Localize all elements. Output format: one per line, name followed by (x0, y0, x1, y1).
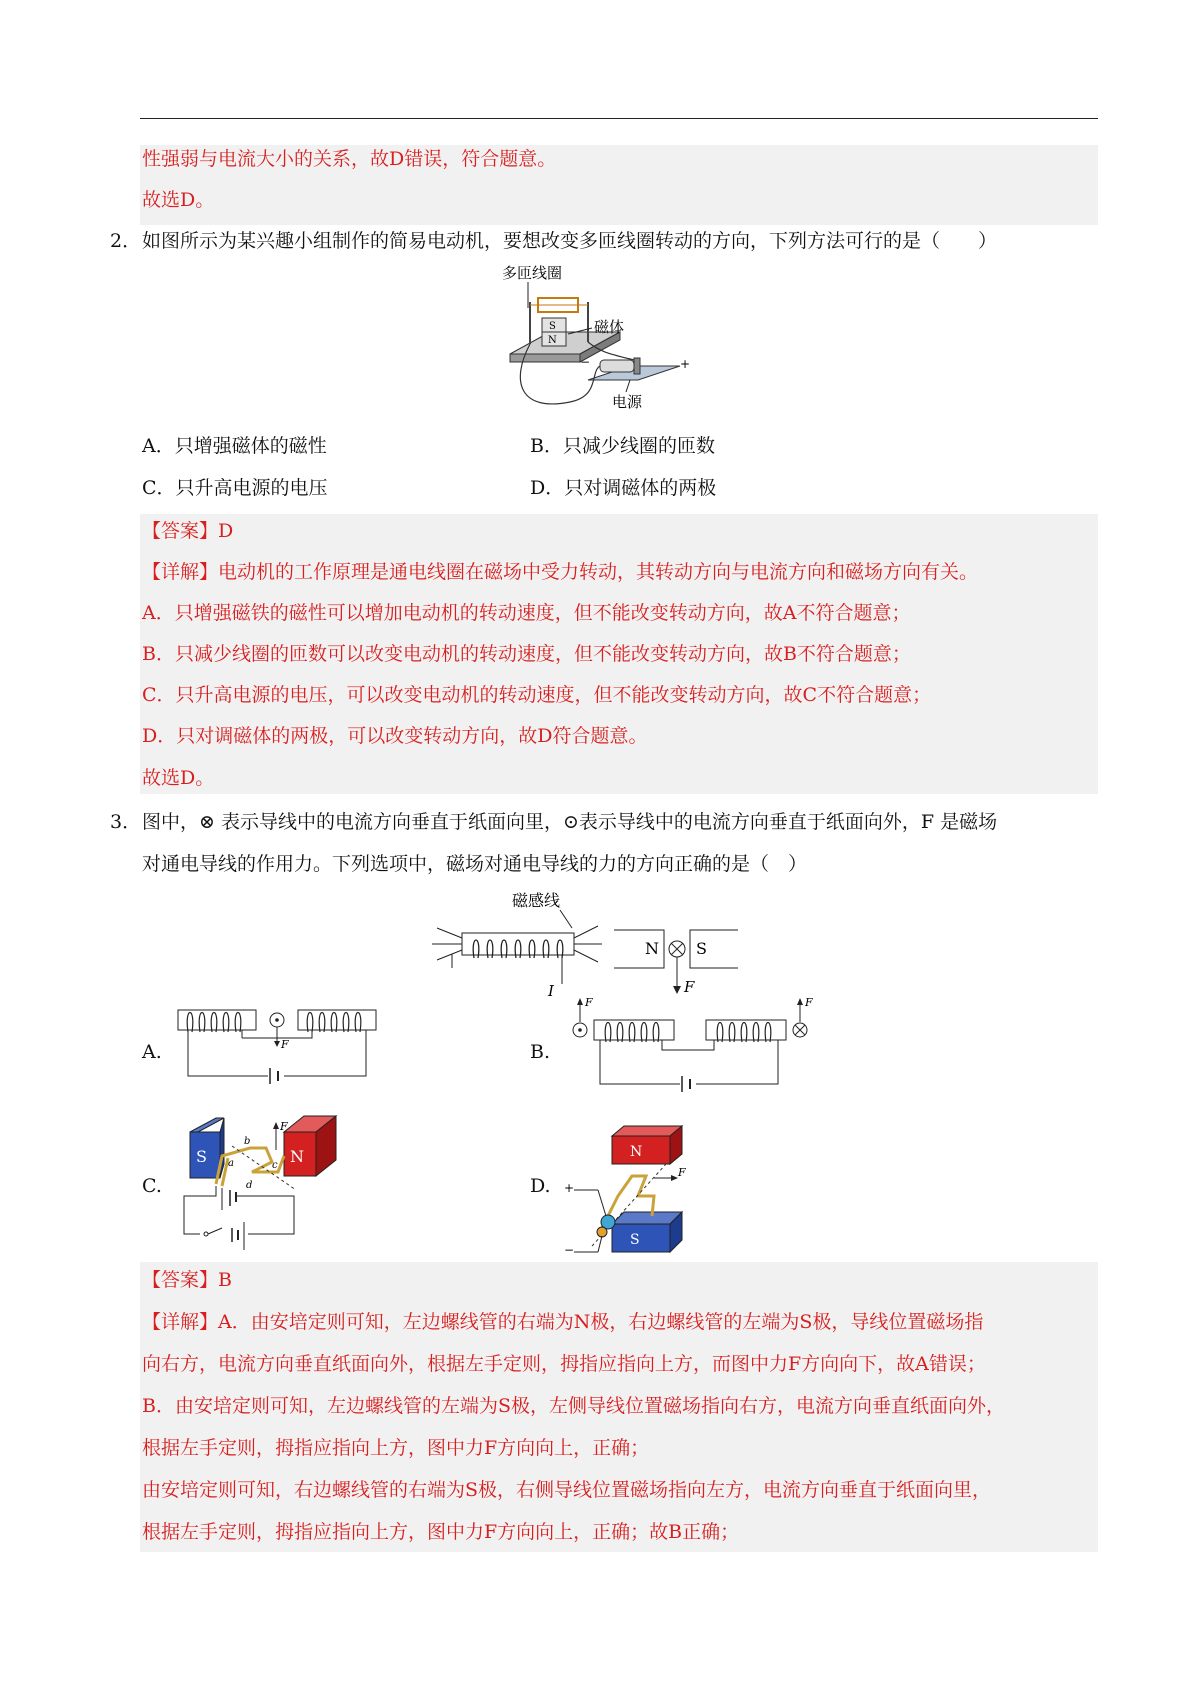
q3-stem-line1: 图中，⊗ 表示导线中的电流方向垂直于纸面向里，⊙表示导线中的电流方向垂直于纸面向外，F 是磁场 (142, 811, 998, 833)
q2-n-mark: N (548, 335, 557, 346)
q3-current-label: I (548, 982, 554, 1000)
q3-b-force-left: F (585, 996, 593, 1009)
q3-c-a: a (228, 1158, 234, 1169)
q3-explain-line: 由安培定则可知，右边螺线管的右端为S极，右侧导线位置磁场指向左方，电流方向垂直于纸面向里， (142, 1479, 992, 1501)
header-rule (140, 118, 1098, 119)
q2-magnet-label: 磁体 (594, 318, 625, 336)
q3-n-mark: N (645, 939, 659, 958)
q2-motor-figure (480, 262, 720, 432)
q2-option-b: B．只减少线圈的匝数 (530, 435, 715, 457)
prev-choose-line: 故选D。 (142, 189, 215, 211)
q3-option-c-label: C. (142, 1175, 162, 1197)
prev-explain-line: 性强弱与电流大小的关系，故D错误，符合题意。 (142, 148, 557, 170)
q3-force-label: F (684, 978, 695, 996)
q3-option-c-figure (176, 1110, 346, 1260)
q2-explain-line: 【详解】电动机的工作原理是通电线圈在磁场中受力转动，其转动方向与电流方向和磁场方向有关。 (142, 561, 979, 583)
q3-option-b-label: B. (530, 1041, 551, 1063)
q3-b-force-right: F (805, 996, 813, 1009)
q3-option-b-figure (564, 994, 814, 1094)
q3-field-label: 磁感线 (512, 891, 561, 910)
q3-answer: 【答案】B (142, 1269, 232, 1291)
q2-option-d: D．只对调磁体的两极 (530, 477, 717, 499)
q3-explain-line: 向右方，电流方向垂直纸面向外，根据左手定则，拇指应指向上方，而图中力F方向向下，故A错误； (142, 1353, 986, 1375)
q3-a-force: F (281, 1038, 289, 1051)
q2-explain-line: C．只升高电源的电压，可以改变电动机的转动速度，但不能改变转动方向，故C不符合题意； (142, 684, 932, 706)
q3-explain-line: 根据左手定则，拇指应指向上方，图中力F方向向上，正确； (142, 1437, 650, 1459)
q3-option-a-label: A. (142, 1041, 162, 1063)
q3-d-minus: − (564, 1243, 575, 1256)
q3-option-d-figure (562, 1116, 712, 1256)
q3-c-d: d (246, 1180, 253, 1191)
q2-answer: 【答案】D (142, 520, 234, 542)
q3-explain-line: 【详解】A．由安培定则可知，左边螺线管的右端为N极，右边螺线管的左端为S极，导线位置磁场指 (142, 1311, 984, 1333)
q3-d-s: S (630, 1232, 640, 1248)
q3-c-n: N (290, 1147, 304, 1166)
q3-explain-line: 根据左手定则，拇指应指向上方，图中力F方向向上，正确；故B正确； (142, 1521, 740, 1543)
q3-d-f: F (678, 1166, 686, 1179)
q2-minus: − (580, 355, 591, 369)
q2-power-label: 电源 (612, 393, 643, 411)
q2-option-c: C．只升高电源的电压 (142, 477, 328, 499)
q3-c-b: b (244, 1136, 251, 1147)
q2-s-mark: S (549, 321, 556, 332)
q3-reference-figure (432, 888, 772, 1003)
q2-explain-line: D．只对调磁体的两极，可以改变转动方向，故D符合题意。 (142, 725, 648, 747)
q3-c-s: S (196, 1147, 207, 1166)
q2-number: 2． (110, 230, 142, 252)
q3-number: 3． (110, 811, 142, 833)
q3-d-plus: + (564, 1181, 575, 1195)
q3-option-d-label: D. (530, 1175, 551, 1197)
q2-option-a: A．只增强磁体的磁性 (142, 435, 327, 457)
q2-explain-line: A．只增强磁铁的磁性可以增加电动机的转动速度，但不能改变转动方向，故A不符合题意； (142, 602, 911, 624)
q3-stem-line2: 对通电导线的作用力。下列选项中，磁场对通电导线的力的方向正确的是（ ） (142, 853, 808, 875)
q2-explain-line: B．只减少线圈的匝数可以改变电动机的转动速度，但不能改变转动方向，故B不符合题意； (142, 643, 911, 665)
q3-d-n: N (630, 1144, 643, 1160)
q3-s-mark: S (696, 939, 707, 958)
q3-c-f: F (280, 1120, 288, 1133)
q2-plus: + (680, 357, 691, 371)
q3-explain-line: B．由安培定则可知，左边螺线管的左端为S极，左侧导线位置磁场指向右方，电流方向垂直纸面向外， (142, 1395, 1005, 1417)
q2-coil-label: 多匝线圈 (502, 264, 563, 282)
q3-option-a-figure (176, 1000, 386, 1088)
q2-choose: 故选D。 (142, 767, 215, 789)
q3-c-c: c (272, 1160, 278, 1171)
q2-stem: 如图所示为某兴趣小组制作的简易电动机，要想改变多匝线圈转动的方向，下列方法可行的是（ ） (142, 230, 998, 252)
